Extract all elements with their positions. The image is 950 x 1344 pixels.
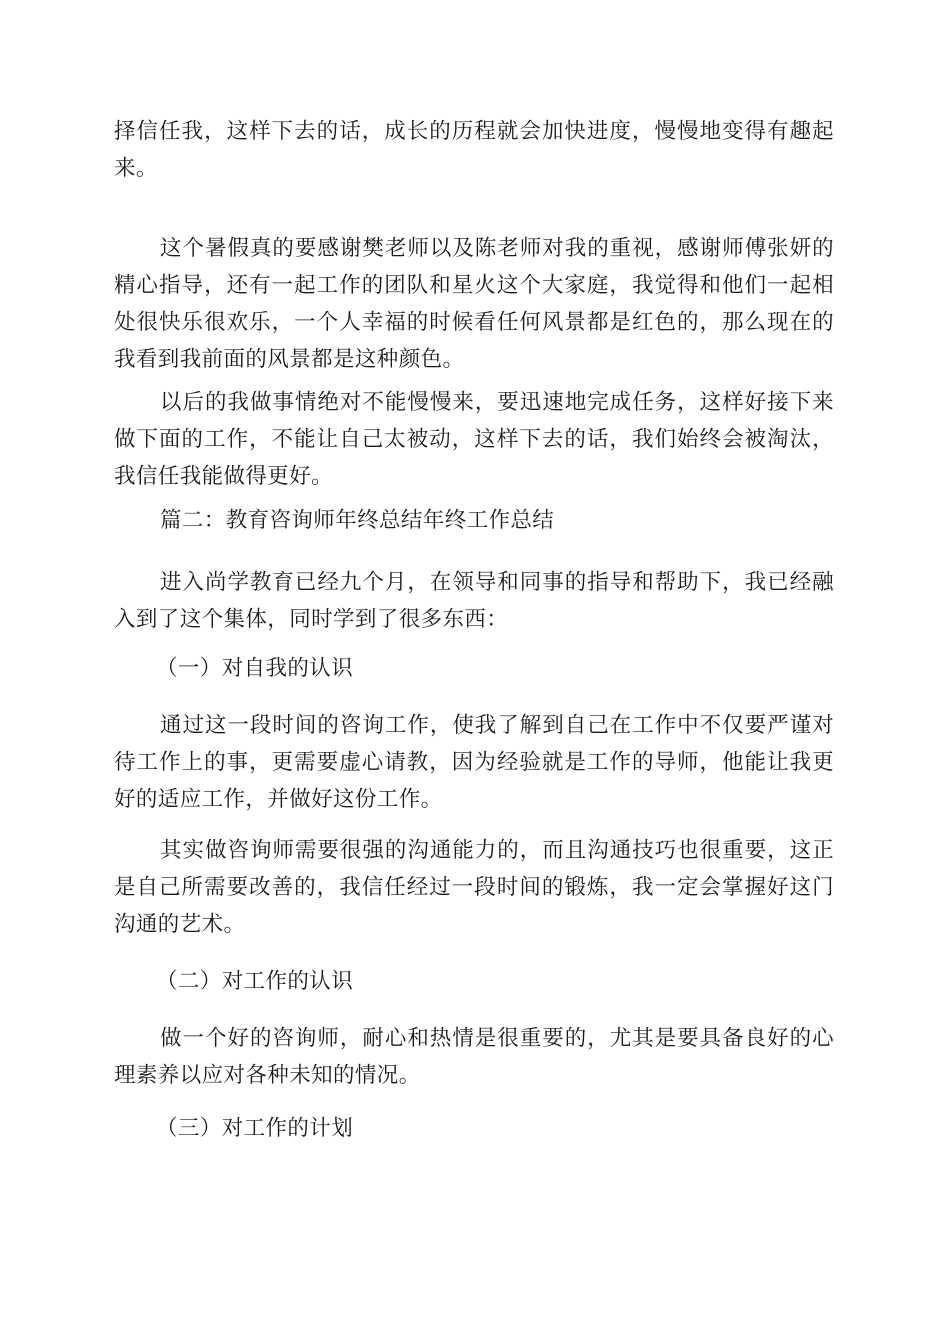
subheading-self-awareness: （一）对自我的认识 bbox=[156, 656, 354, 681]
section-title-part-two: 篇二：教育咨询师年终总结年终工作总结 bbox=[160, 508, 555, 533]
paragraph-good-consultant: 做一个好的咨询师，耐心和热情是很重要的，尤其是要具备良好的心理素养以应对各种未知的情况。 bbox=[114, 1026, 834, 1088]
paragraph-consulting-work: 通过这一段时间的咨询工作，使我了解到自己在工作中不仅要严谨对待工作上的事，更需要虚心请教，因为经验就是工作的导师，他能让我更好的适应工作，并做好这份工作。 bbox=[114, 713, 834, 812]
paragraph-thanks: 这个暑假真的要感谢樊老师以及陈老师对我的重视，感谢师傅张妍的精心指导，还有一起工作的团队和星火这个大家庭，我觉得和他们一起相处很快乐很欢乐，一个人幸福的时候看任何风景都是红色的，那么现在的我看到我前面的风景都是这种颜色。 bbox=[114, 236, 834, 372]
subheading-work-awareness: （二）对工作的认识 bbox=[156, 969, 354, 994]
paragraph-communication: 其实做咨询师需要很强的沟通能力的，而且沟通技巧也很重要，这正是自己所需要改善的，我信任经过一段时间的锻炼，我一定会掌握好这门沟通的艺术。 bbox=[114, 838, 834, 937]
paragraph-intro: 进入尚学教育已经九个月，在领导和同事的指导和帮助下，我已经融入到了这个集体，同时学到了很多东西： bbox=[114, 570, 834, 632]
paragraph-future: 以后的我做事情绝对不能慢慢来，要迅速地完成任务，这样好接下来做下面的工作，不能让自己太被动，这样下去的话，我们始终会被淘汰，我信任我能做得更好。 bbox=[114, 390, 834, 489]
paragraph-continued: 择信任我，这样下去的话，成长的历程就会加快进度，慢慢地变得有趣起来。 bbox=[114, 119, 834, 181]
subheading-work-plan: （三）对工作的计划 bbox=[156, 1116, 354, 1141]
